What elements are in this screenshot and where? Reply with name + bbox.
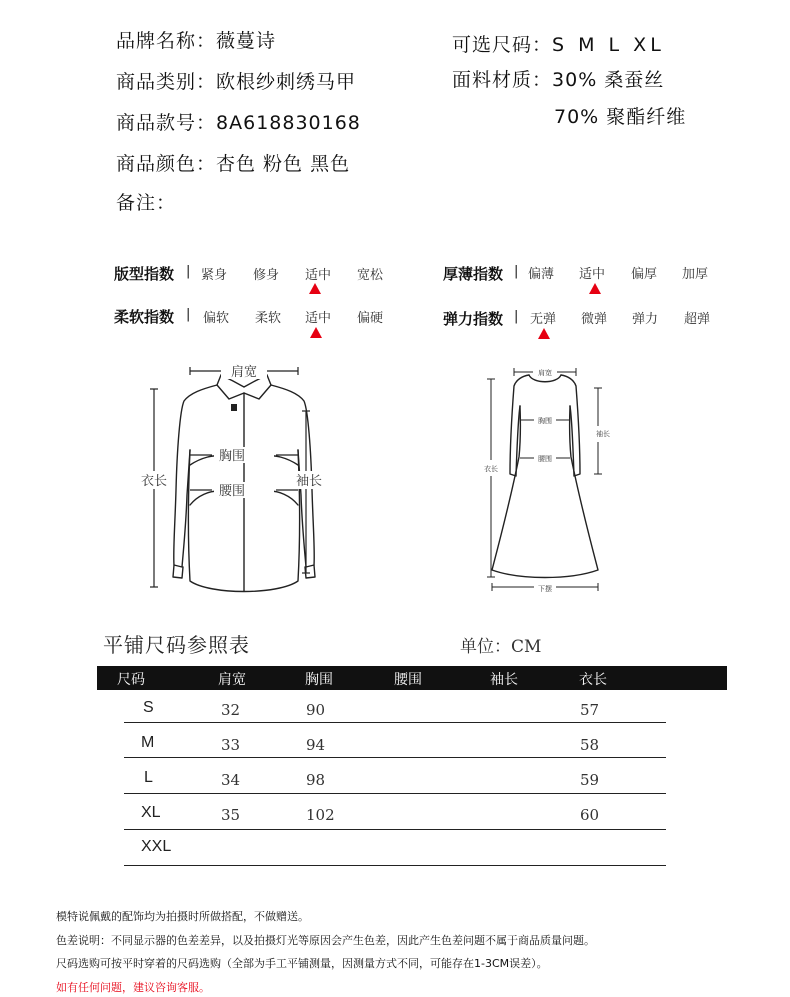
softness-option: 偏硬 — [357, 311, 384, 326]
dress-length-label: 衣长 — [484, 465, 498, 473]
table-cell-shoulder: 32 — [221, 701, 241, 719]
info-value: 欧根纱刺绣马甲 — [216, 71, 357, 93]
table-row-size: XL — [141, 804, 161, 821]
table-row-divider — [124, 829, 666, 830]
table-row-divider — [124, 722, 666, 723]
table-row-divider — [124, 865, 666, 866]
elasticity-option: 弹力 — [632, 312, 659, 327]
table-cell-chest: 102 — [306, 806, 335, 824]
table-cell-shoulder: 35 — [221, 806, 241, 824]
thickness-index-separator: | — [514, 264, 519, 279]
info-value: 30% 桑蚕丝 — [552, 69, 665, 91]
thickness-option: 偏厚 — [631, 267, 658, 282]
info-category — [116, 67, 356, 94]
fit-index-separator: | — [186, 264, 191, 279]
size-table-header — [97, 666, 727, 690]
shirt-length-label: 衣长 — [140, 474, 168, 489]
table-row-size: L — [144, 769, 153, 786]
info-label: 面料材质： — [452, 69, 553, 91]
info-colors — [116, 149, 350, 176]
dress-hem-label: 下摆 — [538, 585, 552, 593]
table-cell-length: 58 — [580, 736, 600, 754]
elasticity-index-title: 弹力指数 — [443, 310, 504, 328]
elasticity-index-separator: | — [514, 309, 519, 324]
info-value: 杏色 粉色 黑色 — [216, 153, 351, 175]
info-label: 商品款号： — [116, 112, 217, 134]
dress-waist-label: 腰围 — [538, 455, 552, 463]
info-material-line2: 70% 聚酯纤维 — [554, 106, 687, 128]
info-label: 可选尺码： — [452, 34, 553, 56]
elasticity-option-selected: 无弹 — [530, 312, 557, 327]
table-row-divider — [124, 757, 666, 758]
info-label: 商品类别： — [116, 71, 217, 93]
header-shoulder: 肩宽 — [218, 672, 246, 688]
note-size-selection: 尺码选购可按平时穿着的尺码选购（全部为手工平铺测量，因测量方式不同，可能存在1-3CM误差）。 — [56, 957, 548, 970]
info-label: 商品颜色： — [116, 153, 217, 175]
table-cell-chest: 94 — [306, 736, 326, 754]
thickness-selected-marker-icon — [589, 283, 601, 294]
header-size: 尺码 — [117, 672, 145, 688]
header-length: 衣长 — [579, 672, 607, 688]
fit-option: 紧身 — [201, 268, 228, 283]
info-remarks — [116, 188, 176, 215]
fit-option-selected: 适中 — [305, 268, 332, 283]
dress-measure-lines — [487, 368, 602, 591]
softness-option: 偏软 — [203, 311, 230, 326]
softness-index-separator: | — [186, 307, 191, 322]
elasticity-option: 超弹 — [684, 312, 711, 327]
table-cell-shoulder: 34 — [221, 771, 241, 789]
softness-selected-marker-icon — [310, 327, 322, 338]
elasticity-selected-marker-icon — [538, 328, 550, 339]
softness-option: 柔软 — [255, 311, 282, 326]
shirt-shoulder-label: 肩宽 — [230, 365, 258, 380]
dress-sleeve-label: 袖长 — [596, 430, 610, 438]
table-row-divider — [124, 793, 666, 794]
elasticity-option: 微弹 — [581, 312, 608, 327]
info-label: 备注： — [116, 192, 177, 214]
shirt-sleeve-label: 袖长 — [295, 474, 323, 489]
info-style-number — [116, 108, 361, 135]
header-chest: 胸围 — [305, 672, 333, 688]
header-waist: 腰围 — [394, 672, 422, 688]
info-material — [452, 65, 664, 92]
thickness-option: 偏薄 — [528, 267, 555, 282]
note-color-difference: 色差说明：不同显示器的色差差异，以及拍摄灯光等原因会产生色差，因此产生色差问题不属于商品质量问题。 — [56, 934, 595, 947]
info-sizes — [452, 30, 665, 57]
info-label: 品牌名称： — [116, 30, 217, 52]
shirt-chest-label: 胸围 — [218, 449, 246, 464]
thickness-option-selected: 适中 — [579, 267, 606, 282]
dress-outline-icon — [492, 375, 598, 578]
shirt-diagram — [130, 355, 350, 600]
fit-option: 宽松 — [357, 268, 384, 283]
table-cell-length: 57 — [580, 701, 600, 719]
dress-shoulder-label: 肩宽 — [538, 369, 552, 377]
table-row-size: M — [141, 734, 155, 751]
fit-index-title: 版型指数 — [114, 265, 175, 283]
table-cell-chest: 98 — [306, 771, 326, 789]
dress-diagram — [470, 362, 620, 597]
table-row-size: S — [143, 699, 154, 716]
info-value: 8A618830168 — [216, 112, 361, 134]
thickness-index-title: 厚薄指数 — [443, 265, 504, 283]
header-sleeve: 袖长 — [490, 672, 518, 688]
table-row-size: XXL — [141, 838, 172, 855]
dress-chest-label: 胸围 — [538, 417, 552, 425]
shirt-waist-label: 腰围 — [218, 484, 246, 499]
table-cell-length: 59 — [580, 771, 600, 789]
fit-selected-marker-icon — [309, 283, 321, 294]
table-cell-chest: 90 — [306, 701, 326, 719]
softness-index-title: 柔软指数 — [114, 308, 175, 326]
softness-option-selected: 适中 — [305, 311, 332, 326]
shirt-pocket-icon — [231, 404, 237, 411]
info-value: S M L XL — [552, 34, 665, 56]
size-table-title: 平铺尺码参照表 — [103, 633, 250, 657]
size-table-unit: 单位：CM — [460, 637, 542, 657]
thickness-option: 加厚 — [682, 267, 709, 282]
info-value: 薇蔓诗 — [216, 30, 277, 52]
note-accessories: 模特说佩戴的配饰均为拍摄时所做搭配，不做赠送。 — [56, 910, 309, 923]
fit-option: 修身 — [253, 268, 280, 283]
table-cell-shoulder: 33 — [221, 736, 241, 754]
info-brand — [116, 26, 276, 53]
note-contact-service: 如有任何问题，建议咨询客服。 — [56, 981, 210, 994]
table-cell-length: 60 — [580, 806, 600, 824]
